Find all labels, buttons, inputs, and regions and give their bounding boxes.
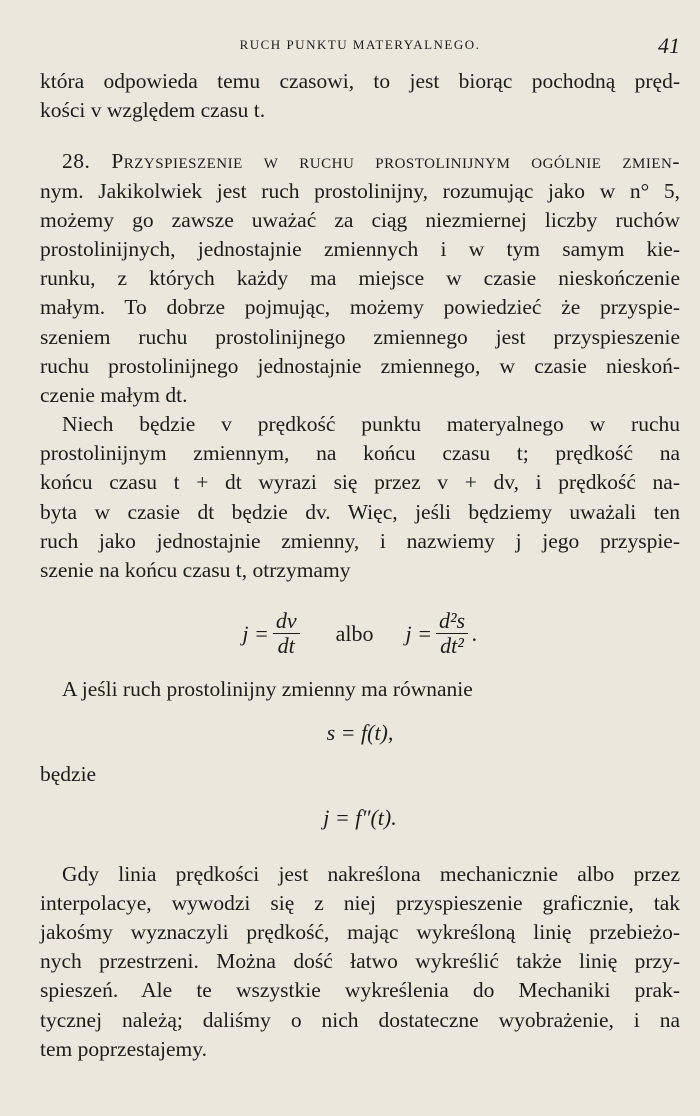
text-line: czenie małym dt. [40,382,188,407]
text-line: nych przestrzeni. Można dość łatwo wykreślić także linię przy- [40,949,680,974]
text-line: A jeśli ruch prostolinijny zmienny ma równanie [62,677,473,702]
paragraph-graphical [40,860,680,1064]
text-line: jakośmy wyznaczyli prędkość, mając wykreśloną linię przebieżo- [40,919,680,944]
eq-period: . [472,620,478,646]
eq-lhs: j = [242,620,269,646]
section-heading: 28. Przyspieszenie w ruchu prostolinijnym ogólnie zmien- [62,149,680,174]
page-body [40,67,680,1064]
text-line: nym. Jakikolwiek jest ruch prostolinijny, rozumując jako w n° 5, [40,178,680,203]
text-line: runku, z których każdy ma miejsce w czasie nieskończenie [40,266,680,291]
fraction-d2s-dt2 [436,609,468,658]
text-line: końcu czasu t + dt wyrazi się przez v + dv, i prędkość na- [40,470,680,495]
text-line: byta w czasie dt będzie dv. Więc, jeśli będziemy uważali ten [40,499,680,524]
text-line: ruchu prostolinijnego jednostajnie zmiennego, w czasie nieskoń- [40,353,680,378]
text-line: tem poprzestajemy. [40,1036,207,1061]
paragraph-velocity [40,410,680,585]
fraction-numerator: dv [273,609,300,634]
text-line: Niech będzie v prędkość punktu materyalnego w ruchu [62,412,680,437]
text-line: kości v względem czasu t. [40,98,266,123]
text-line: Gdy linia prędkości jest nakreślona mechanicznie albo przez [62,861,680,886]
text-line: małym. To dobrze pojmując, możemy powiedzieć że przyspie- [40,295,680,320]
fraction-numerator: d²s [436,609,468,634]
text-line: która odpowieda temu czasowi, to jest biorąc pochodną pręd- [40,69,680,93]
section-28 [40,147,680,410]
text-line: tycznej należą; daliśmy o nich dostateczne wyobrażenie, i na [40,1007,680,1032]
intro-paragraph [40,67,680,125]
text-line: szeniem ruchu prostolinijnego zmiennego jest przyspieszenie [40,324,680,349]
text-line: prostolinijnych, jednostajnie zmiennych i w tym samym kie- [40,236,680,261]
eq-connector: albo [335,620,374,646]
equation-acceleration [40,591,680,675]
equation-motion: s = f(t), [326,719,394,745]
page-header [40,33,680,59]
text-line: prostolinijnym zmiennym, na końcu czasu t; prędkość na [40,441,680,466]
text-line: interpolacye, wywodzi się z niej przyspieszenie graficznie, tak [40,890,680,915]
running-title: RUCH PUNKTU MATERYALNEGO. [239,37,481,52]
text-line: możemy go zawsze uważać za ciąg niezmiernej liczby ruchów [40,207,680,232]
text-line: spieszeń. Ale te wszystkie wykreślenia do Mechaniki prak- [40,978,680,1003]
fraction-denominator: dt [277,632,295,658]
text-line: będzie [40,762,97,787]
eq-lhs-2: j = [405,620,432,646]
text-line: ruch jako jednostajnie zmienny, i nazwiemy j jego przyspie- [40,528,680,553]
page-number: 41 [658,33,680,58]
fraction-denominator: dt² [440,632,464,658]
equation-second-derivative: j = f″(t). [323,804,397,830]
text-line: szenie na końcu czasu t, otrzymamy [40,558,351,582]
fraction-dv-dt [273,609,300,658]
